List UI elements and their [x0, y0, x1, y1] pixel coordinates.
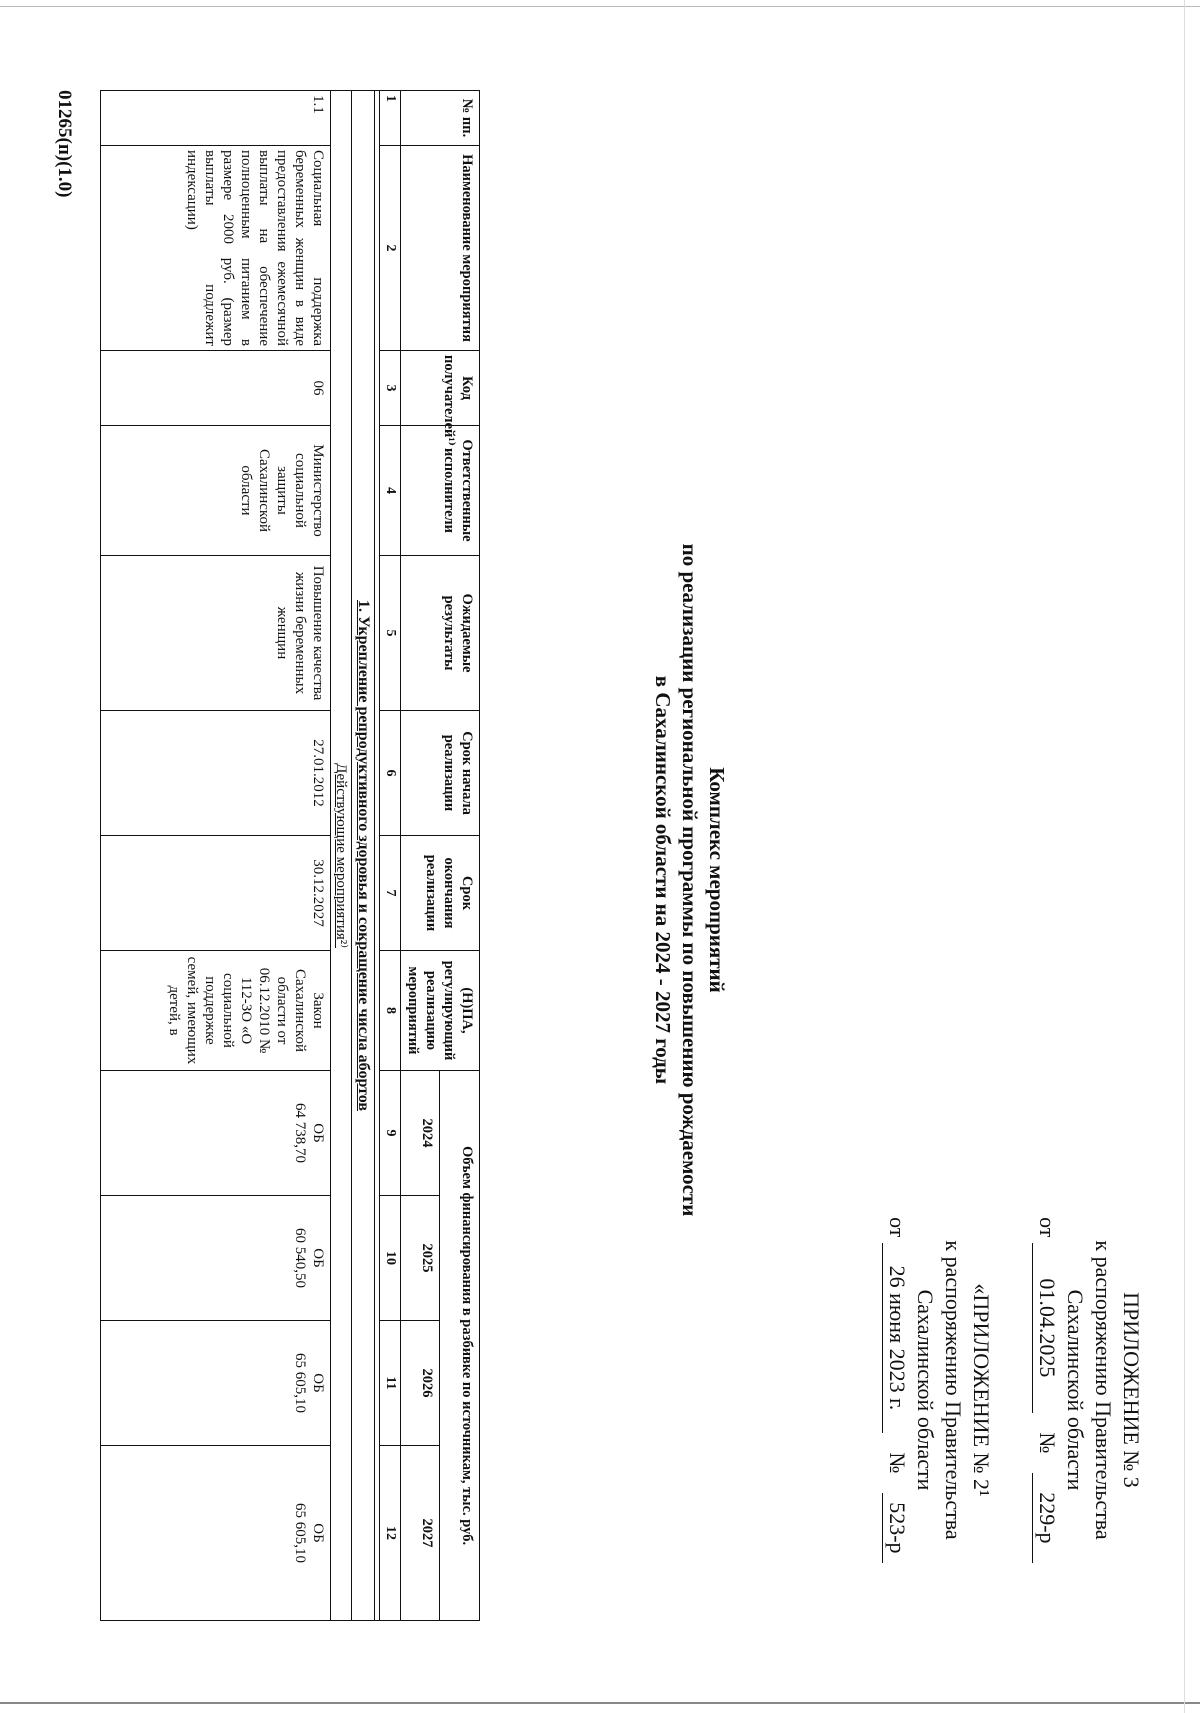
col-number: 3 [380, 351, 401, 426]
col-number: 1 [380, 91, 401, 146]
spacer-row [375, 91, 380, 1621]
header-num: № пп. [401, 91, 480, 146]
annex-3-line3: Сахалинской области [1063, 1289, 1088, 1491]
row-num: 1.1 [101, 91, 331, 146]
annex-2-line3: Сахалинской области [913, 1289, 938, 1491]
annex-3-number: 229-р [1032, 1473, 1061, 1563]
title-line-2: по реализации региональной программы по повышению рождаемости [678, 543, 702, 1217]
header-expected: Ожидаемые результаты [401, 556, 480, 711]
col-number: 12 [380, 1446, 401, 1621]
header-year-2027: 2027 [401, 1446, 441, 1621]
annex-2-number: 523-р [882, 1493, 911, 1563]
row-finance-2025 [101, 1196, 331, 1321]
table-header-row [440, 91, 480, 1621]
document-code: 01265(п)(1.0) [54, 90, 75, 198]
finance-2025-source: ОБ [310, 1248, 326, 1268]
row-code: 06 [101, 351, 331, 426]
finance-2026-source: ОБ [310, 1373, 326, 1393]
col-number: 6 [380, 711, 401, 836]
title-line-1: Комплекс мероприятий [705, 767, 729, 993]
annex-3-date-prefix: от [1035, 1217, 1060, 1238]
column-number-row [380, 91, 401, 1621]
row-end: 30.12.2027 [101, 836, 331, 951]
annex-2-date: 26 июня 2023 г. [882, 1243, 911, 1433]
finance-2027-source: ОБ [310, 1523, 326, 1543]
row-name: Социальная поддержка беременных женщин в виде предоставления ежемесячной выплаты на обеспечение полноценным питанием в размере 2000 руб. (размер выплаты подлежит индексации) [101, 146, 331, 351]
annex-2-header [882, 1190, 995, 1590]
annex-3-num-sign: № [1035, 1432, 1060, 1454]
header-year-2025: 2025 [401, 1196, 441, 1321]
annex-3-header [1032, 1190, 1145, 1590]
row-finance-2027 [101, 1446, 331, 1621]
header-responsible: Ответственные исполнители [401, 426, 480, 556]
col-number: 5 [380, 556, 401, 711]
col-number: 2 [380, 146, 401, 351]
annex-3-date-line [1032, 1190, 1061, 1590]
finance-2025-amount: 60 540,50 [292, 1228, 308, 1288]
row-start: 27.01.2012 [101, 711, 331, 836]
col-number: 11 [380, 1321, 401, 1446]
title-line-3: в Сахалинской области на 2024 - 2027 годы [651, 675, 675, 1085]
annex-3-title: ПРИЛОЖЕНИЕ № 3 [1119, 1292, 1144, 1488]
finance-2027-amount: 65 605,10 [292, 1503, 308, 1564]
annex-3-line2: к распоряжению Правительства [1091, 1240, 1116, 1540]
header-npa: (Н)ПА, регулирующий реализацию мероприятий [401, 951, 480, 1071]
annex-2-date-prefix: от [885, 1217, 910, 1238]
header-year-2026: 2026 [401, 1321, 441, 1446]
header-start: Срок начала реализации [401, 711, 480, 836]
table-row [101, 91, 331, 1621]
document-title [649, 380, 730, 1380]
annex-2-title: «ПРИЛОЖЕНИЕ № 2¹ [969, 1283, 994, 1497]
section-row [352, 91, 375, 1621]
col-number: 4 [380, 426, 401, 556]
col-number: 8 [380, 951, 401, 1071]
finance-2024-amount: 64 738,70 [292, 1103, 308, 1163]
annex-2-date-line [882, 1190, 911, 1590]
header-finance: Объем финансирования в разбивке по источникам, тыс. руб. [440, 1071, 480, 1621]
header-code: Код получателей¹⁾ [401, 351, 480, 426]
header-end: Срок окончания реализации [401, 836, 480, 951]
row-npa: Закон Сахалинской области от 06.12.2010 № 112-ЗО «О социальной поддержке семей, имеющих детей, в [101, 951, 331, 1071]
annex-2-num-sign: № [885, 1452, 910, 1474]
section-title: 1. Укрепление репродуктивного здоровья и сокращение числа абортов [352, 91, 375, 1621]
finance-2024-source: ОБ [310, 1123, 326, 1143]
subsection-title: Действующие мероприятия²⁾ [331, 91, 352, 1621]
col-number: 10 [380, 1196, 401, 1321]
subsection-row [331, 91, 352, 1621]
col-number: 9 [380, 1071, 401, 1196]
header-year-2024: 2024 [401, 1071, 441, 1196]
header-name: Наименование мероприятия [401, 146, 480, 351]
measures-table [100, 90, 480, 1621]
finance-2026-amount: 65 605,10 [292, 1353, 308, 1413]
annex-2-line2: к распоряжению Правительства [941, 1240, 966, 1540]
row-expected: Повышение качества жизни беременных женщин [101, 556, 331, 711]
row-finance-2026 [101, 1321, 331, 1446]
annex-3-date: 01.04.2025 [1032, 1243, 1061, 1413]
row-finance-2024 [101, 1071, 331, 1196]
col-number: 7 [380, 836, 401, 951]
row-responsible: Министерство социальной защиты Сахалинской области [101, 426, 331, 556]
